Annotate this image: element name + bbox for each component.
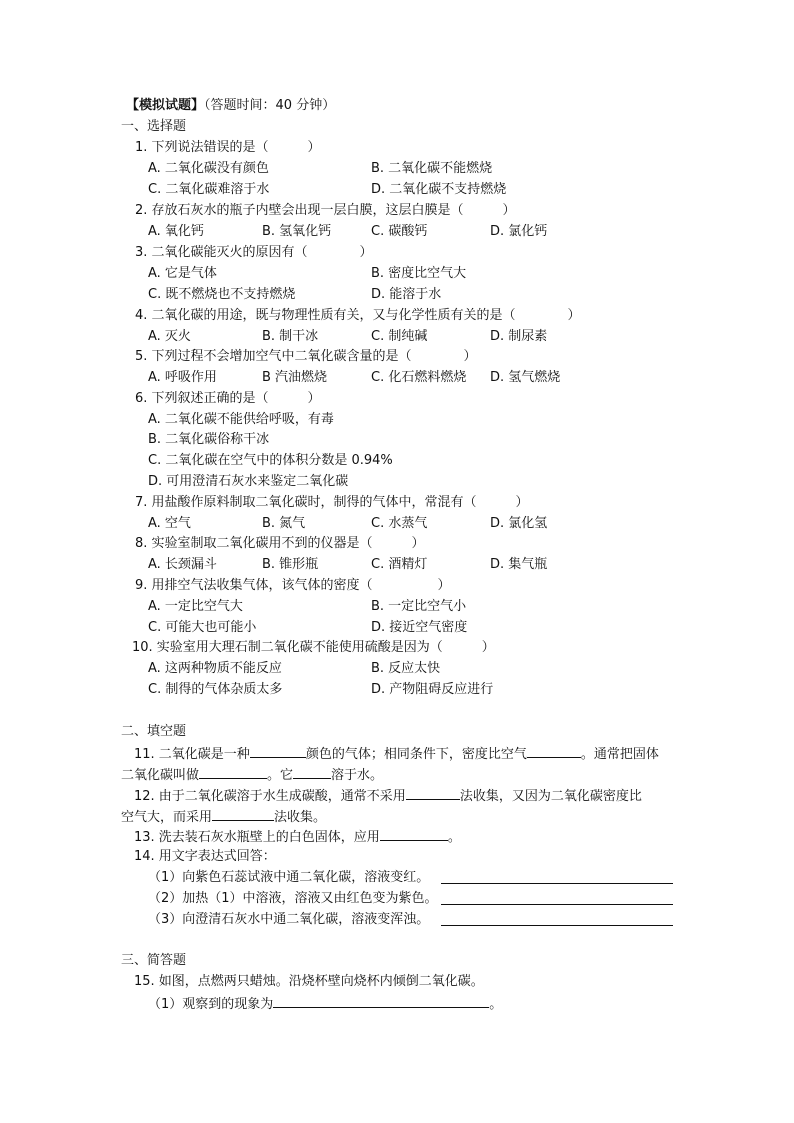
option: B. 密度比空气大 xyxy=(371,266,467,281)
fill-question: 12. 由于二氧化碳溶于水生成碳酸，通常不采用 法收集，又因为二氧化碳密度比 xyxy=(134,785,642,807)
option: A. 二氧化碳不能供给呼吸，有毒 xyxy=(148,412,334,427)
option: D. 集气瓶 xyxy=(490,557,548,572)
option: A. 它是气体 xyxy=(148,266,217,281)
page-title xyxy=(126,96,335,116)
option: A. 一定比空气大 xyxy=(148,599,243,614)
question-stem: 15. 如图，点燃两只蜡烛。沿烧杯壁向烧杯内倾倒二氧化碳。 xyxy=(134,974,484,989)
question-stem: 4. 二氧化碳的用途，既与物理性质有关，又与化学性质有关的是（ ） xyxy=(135,308,581,323)
option: B. 锥形瓶 xyxy=(262,557,319,572)
option: B. 制干冰 xyxy=(262,329,319,344)
fill-question-cont: 空气大，而采用 法收集。 xyxy=(121,806,326,828)
option: A. 这两种物质不能反应 xyxy=(148,661,282,676)
answer-blank[interactable] xyxy=(273,993,489,1008)
option: A. 灭火 xyxy=(148,329,191,344)
fill-question: 13. 洗去装石灰水瓶壁上的白色固体，应用 。 xyxy=(134,826,461,848)
answer-blank[interactable] xyxy=(250,743,306,758)
option: A. 空气 xyxy=(148,516,191,531)
option: C. 二氧化碳在空气中的体积分数是 0.94% xyxy=(148,453,393,468)
option: B. 反应太快 xyxy=(371,661,441,676)
option: D. 氢气燃烧 xyxy=(490,370,561,385)
answer-blank[interactable] xyxy=(212,806,274,821)
option: C. 碳酸钙 xyxy=(371,224,428,239)
sub-question: （1）观察到的现象为 。 xyxy=(148,993,502,1015)
sub-question: （2）加热（1）中溶液，溶液又由红色变为紫色。 xyxy=(148,891,438,906)
option: D. 能溶于水 xyxy=(371,287,442,302)
answer-blank[interactable] xyxy=(527,743,581,758)
fill-question: 11. 二氧化碳是一种 颜色的气体；相同条件下，密度比空气 。通常把固体 xyxy=(134,743,659,765)
question-stem: 1. 下列说法错误的是（ ） xyxy=(135,140,321,155)
option: D. 产物阻碍反应进行 xyxy=(371,682,494,697)
question-stem: 3. 二氧化碳能灭火的原因有（ ） xyxy=(135,245,373,260)
option: B. 二氧化碳不能燃烧 xyxy=(371,161,493,176)
option: C. 酒精灯 xyxy=(371,557,428,572)
option: D. 制尿素 xyxy=(490,329,548,344)
option: C. 可能大也可能小 xyxy=(148,620,257,635)
option: B. 氮气 xyxy=(262,516,306,531)
option: D. 二氧化碳不支持燃烧 xyxy=(371,182,507,197)
answer-blank[interactable] xyxy=(380,826,448,841)
answer-blank[interactable] xyxy=(293,764,331,779)
title-rest: （答题时间：40 分钟） xyxy=(204,98,336,113)
answer-blank[interactable] xyxy=(406,785,460,800)
question-stem: 6. 下列叙述正确的是（ ） xyxy=(135,391,321,406)
option: C. 水蒸气 xyxy=(371,516,428,531)
section-heading: 二、填空题 xyxy=(121,724,187,739)
fill-question-cont: 二氧化碳叫做 。它 溶于水。 xyxy=(121,764,383,786)
option: A. 长颈漏斗 xyxy=(148,557,217,572)
answer-line[interactable] xyxy=(441,925,673,926)
sub-question: （3）向澄清石灰水中通二氧化碳，溶液变浑浊。 xyxy=(148,912,430,927)
option: D. 接近空气密度 xyxy=(371,620,468,635)
question-stem: 5. 下列过程不会增加空气中二氧化碳含量的是（ ） xyxy=(135,349,477,364)
option: C. 二氧化碳难溶于水 xyxy=(148,182,270,197)
question-stem: 8. 实验室制取二氧化碳用不到的仪器是（ ） xyxy=(135,536,425,551)
option: B 汽油燃烧 xyxy=(262,370,328,385)
option: D. 可用澄清石灰水来鉴定二氧化碳 xyxy=(148,474,349,489)
option: B. 一定比空气小 xyxy=(371,599,467,614)
option: C. 化石燃料燃烧 xyxy=(371,370,467,385)
answer-line[interactable] xyxy=(441,904,673,905)
option: D. 氯化氢 xyxy=(490,516,548,531)
option: C. 制纯碱 xyxy=(371,329,428,344)
question-stem: 10. 实验室用大理石制二氧化碳不能使用硫酸是因为（ ） xyxy=(132,640,495,655)
option: A. 呼吸作用 xyxy=(148,370,217,385)
sub-question: （1）向紫色石蕊试液中通二氧化碳，溶液变红。 xyxy=(148,870,430,885)
question-stem: 2. 存放石灰水的瓶子内壁会出现一层白膜，这层白膜是（ ） xyxy=(135,203,516,218)
answer-blank[interactable] xyxy=(199,764,267,779)
section-heading: 一、选择题 xyxy=(121,119,187,134)
question-stem: 14. 用文字表达式回答： xyxy=(134,849,276,864)
title-bold: 【模拟试题】 xyxy=(126,98,205,113)
section-heading: 三、简答题 xyxy=(121,953,187,968)
option: C. 制得的气体杂质太多 xyxy=(148,682,283,697)
option: B. 氢氧化钙 xyxy=(262,224,332,239)
option: A. 二氧化碳没有颜色 xyxy=(148,161,269,176)
question-stem: 7. 用盐酸作原料制取二氧化碳时，制得的气体中，常混有（ ） xyxy=(135,495,529,510)
option: A. 氧化钙 xyxy=(148,224,204,239)
option: D. 氯化钙 xyxy=(490,224,548,239)
option: C. 既不燃烧也不支持燃烧 xyxy=(148,287,296,302)
answer-line[interactable] xyxy=(441,883,673,884)
question-stem: 9. 用排空气法收集气体，该气体的密度（ ） xyxy=(135,578,451,593)
option: B. 二氧化碳俗称干冰 xyxy=(148,432,270,447)
